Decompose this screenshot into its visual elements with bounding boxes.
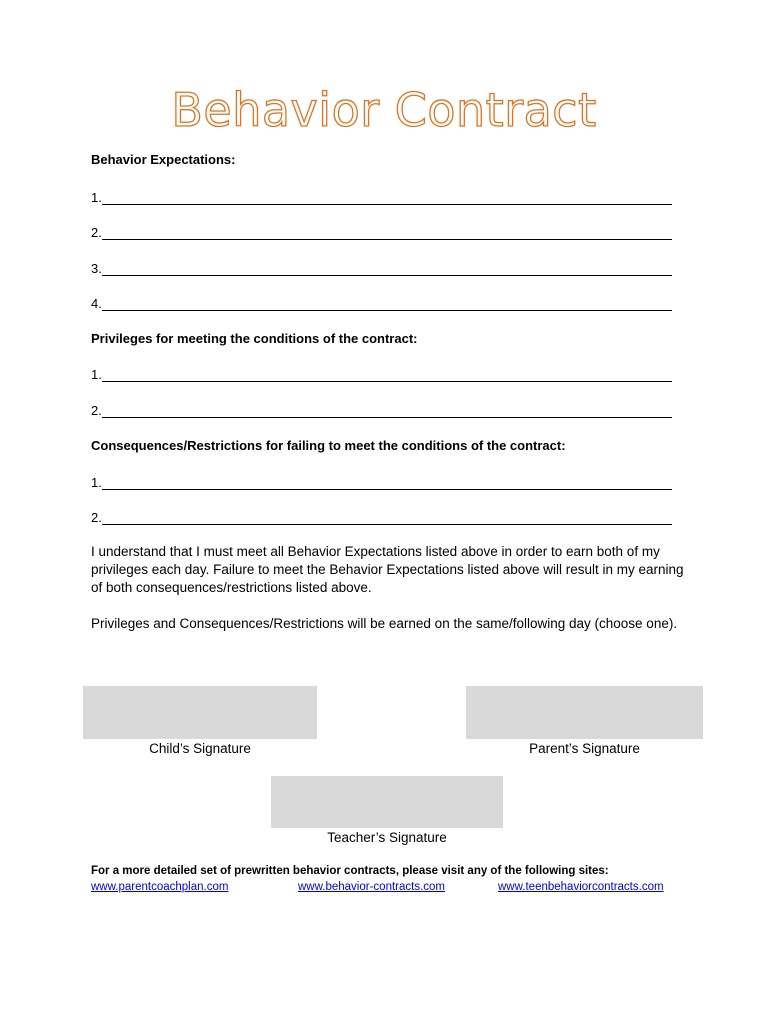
line-number: 4. bbox=[91, 296, 102, 311]
teacher-signature-label: Teacher’s Signature bbox=[327, 830, 447, 845]
agreement-statement: I understand that I must meet all Behavior Expectations listed above in order to earn both of my privileges each day. Failure to meet the Behavior Expectations listed above will result in my earning of both consequences/restrictions listed above. bbox=[91, 544, 684, 595]
line-number: 3. bbox=[91, 261, 102, 276]
consequences-heading: Consequences/Restrictions for failing to meet the conditions of the contract: bbox=[91, 438, 566, 453]
privilege-line-1[interactable] bbox=[91, 367, 672, 383]
child-signature-field[interactable] bbox=[83, 686, 317, 739]
link-behavior-contracts[interactable]: www.behavior-contracts.com bbox=[298, 881, 445, 893]
line-number: 2. bbox=[91, 225, 102, 240]
parent-signature-label: Parent’s Signature bbox=[529, 741, 640, 756]
consequence-line-2[interactable] bbox=[91, 510, 672, 526]
expectations-heading: Behavior Expectations: bbox=[91, 152, 236, 167]
parent-signature-field[interactable] bbox=[466, 686, 703, 739]
link-parentcoachplan[interactable]: www.parentcoachplan.com bbox=[91, 881, 229, 893]
document-title: Behavior Contract bbox=[171, 83, 597, 137]
privilege-line-2[interactable] bbox=[91, 403, 672, 419]
footer-note: For a more detailed set of prewritten behavior contracts, please visit any of the following sites: bbox=[91, 865, 609, 877]
consequence-line-1[interactable] bbox=[91, 475, 672, 491]
expectation-line-3[interactable] bbox=[91, 261, 672, 277]
child-signature-label: Child’s Signature bbox=[149, 741, 251, 756]
privileges-heading: Privileges for meeting the conditions of the contract: bbox=[91, 331, 418, 346]
line-number: 1. bbox=[91, 367, 102, 382]
expectation-line-1[interactable] bbox=[91, 190, 672, 206]
teacher-signature-field[interactable] bbox=[271, 776, 503, 828]
expectation-line-4[interactable] bbox=[91, 296, 672, 312]
timing-statement: Privileges and Consequences/Restrictions will be earned on the same/following day (choose one). bbox=[91, 616, 678, 631]
line-number: 2. bbox=[91, 510, 102, 525]
expectation-line-2[interactable] bbox=[91, 225, 672, 241]
link-teenbehaviorcontracts[interactable]: www.teenbehaviorcontracts.com bbox=[498, 881, 664, 893]
line-number: 1. bbox=[91, 475, 102, 490]
line-number: 1. bbox=[91, 190, 102, 205]
line-number: 2. bbox=[91, 403, 102, 418]
